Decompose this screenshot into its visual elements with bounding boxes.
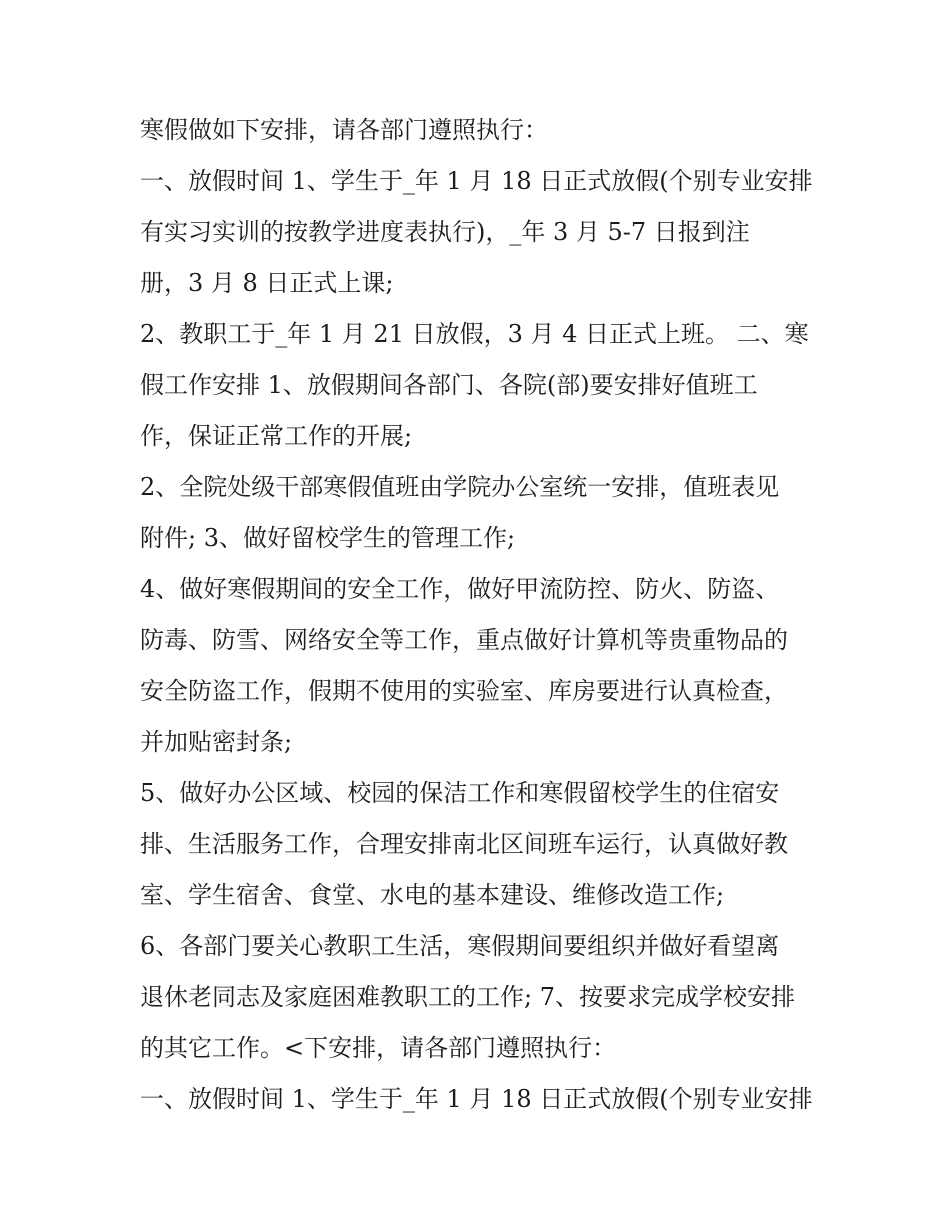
text-line: 退休老同志及家庭困难教职工的工作; 7、按要求完成学校安排 [140,983,795,1011]
text-line: 作，保证正常工作的开展; [140,422,413,450]
text-line: 的其它工作。<下安排，请各部门遵照执行： [140,1034,617,1062]
text-line: 安全防盗工作，假期不使用的实验室、库房要进行认真检查， [140,677,788,705]
text-line: 6、各部门要关心教职工生活，寒假期间要组织并做好看望离 [140,932,780,960]
text-line: 室、学生宿舍、食堂、水电的基本建设、维修改造工作; [140,881,725,909]
text-line: 册，3 月 8 日正式上课; [140,269,394,297]
text-line: 假工作安排 1、放假期间各部门、各院(部)要安排好值班工 [140,371,758,399]
text-line: 防毒、防雪、网络安全等工作，重点做好计算机等贵重物品的 [140,626,788,654]
text-line: 2、全院处级干部寒假值班由学院办公室统一安排，值班表见 [140,473,780,501]
text-line: 一、放假时间 1、学生于_年 1 月 18 日正式放假(个别专业安排 [140,1085,813,1113]
text-line: 5、做好办公区域、校园的保洁工作和寒假留校学生的住宿安 [140,779,780,807]
text-line: 一、放假时间 1、学生于_年 1 月 18 日正式放假(个别专业安排 [140,167,813,195]
text-line: 2、教职工于_年 1 月 21 日放假，3 月 4 日正式上班。 二、寒 [140,320,809,348]
text-line: 并加贴密封条; [140,728,293,756]
text-line: 寒假做如下安排，请各部门遵照执行： [140,116,548,144]
text-line: 排、生活服务工作，合理安排南北区间班车运行，认真做好教 [140,830,788,858]
text-line: 4、做好寒假期间的安全工作，做好甲流防控、防火、防盗、 [140,575,780,603]
text-line: 有实习实训的按教学进度表执行)，_年 3 月 5-7 日报到注 [140,218,750,246]
text-line: 附件; 3、做好留校学生的管理工作; [140,524,516,552]
